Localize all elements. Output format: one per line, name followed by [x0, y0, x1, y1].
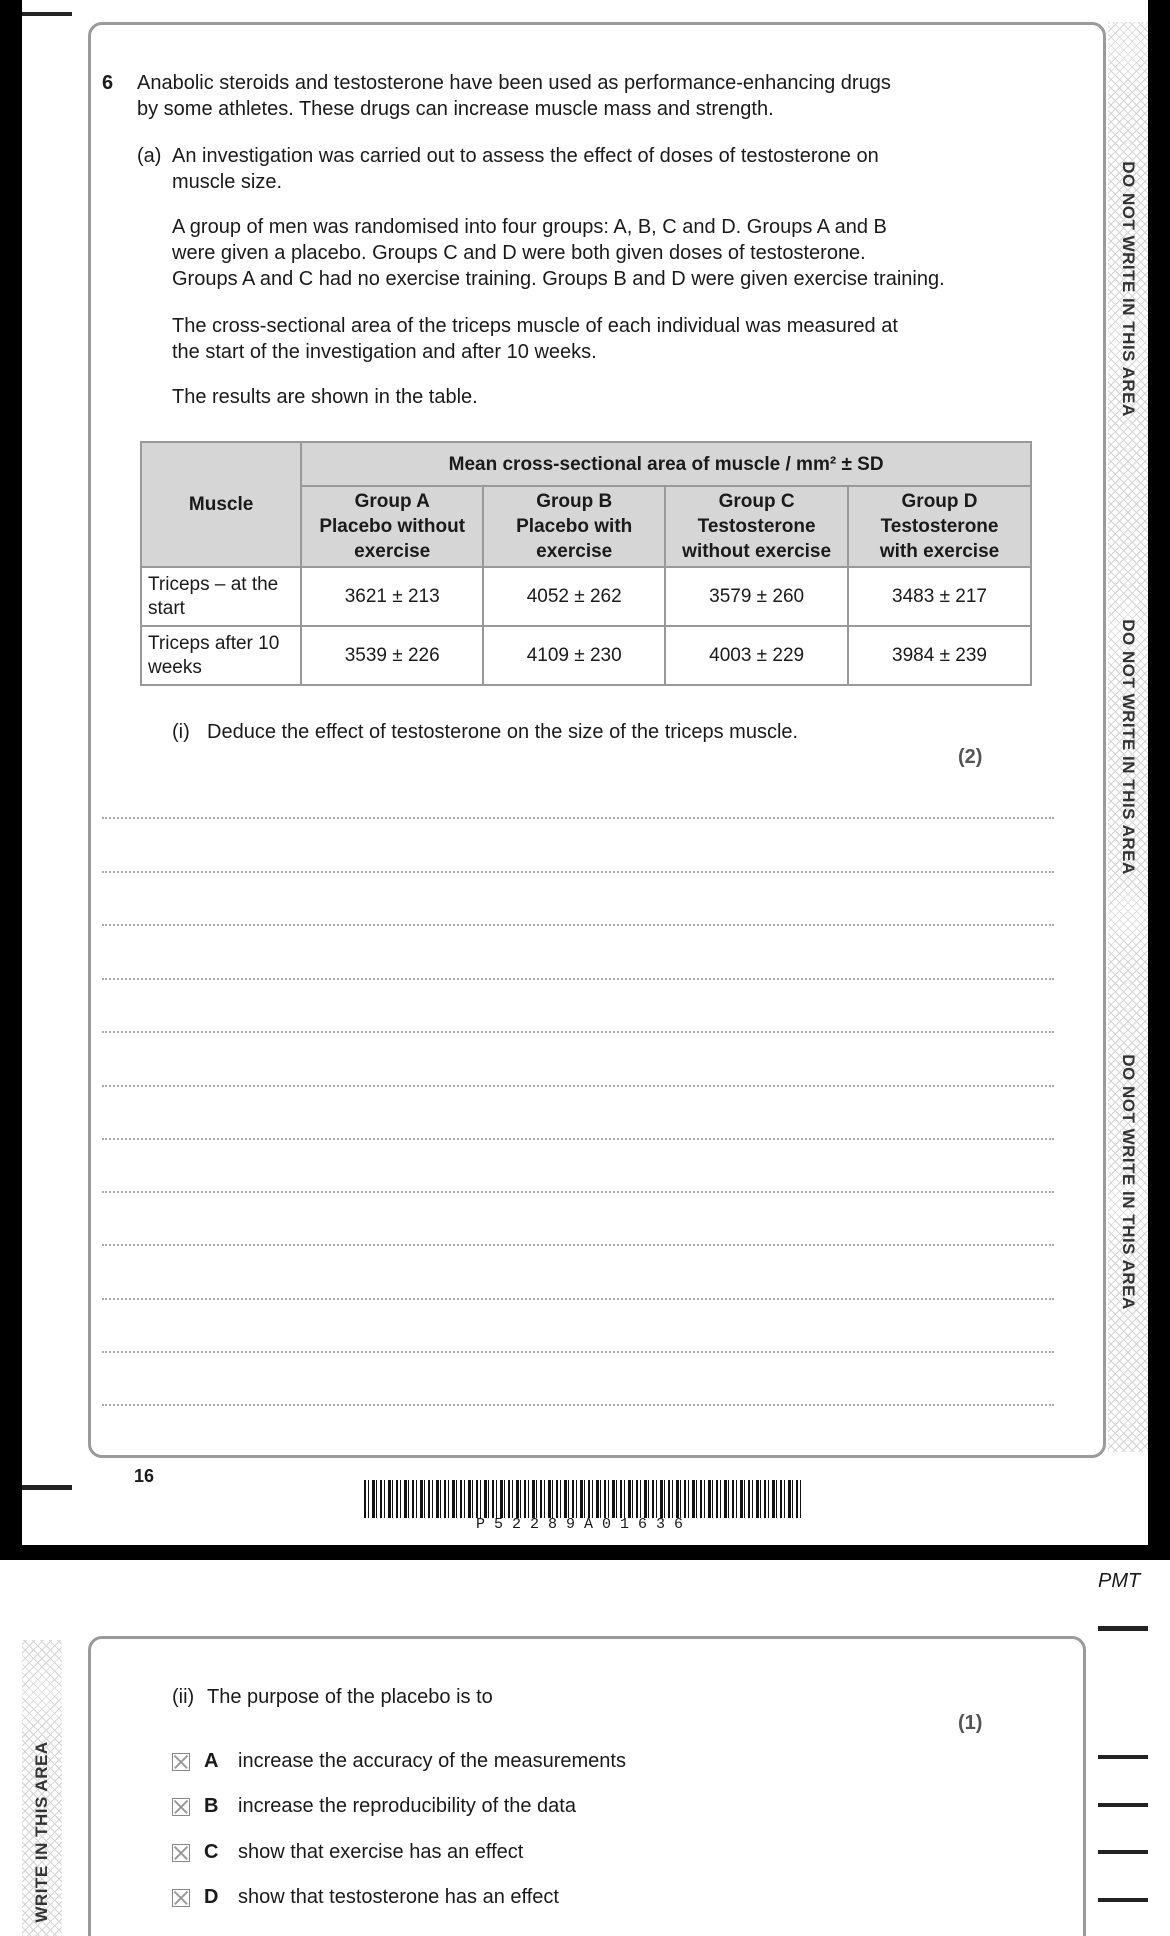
measurement-description: the start of the investigation and after 10 weeks. [172, 341, 597, 363]
answer-line[interactable] [102, 871, 1054, 873]
page-corner-mark [22, 12, 72, 16]
row-label: Triceps – at the start [141, 567, 301, 626]
checkbox-icon[interactable] [172, 1889, 190, 1907]
results-table [140, 441, 1032, 686]
part-i-label: (i) [172, 721, 190, 743]
corner-label: PMT [1098, 1570, 1141, 1592]
answer-line[interactable] [102, 1298, 1054, 1300]
muscle-header: Muscle [141, 442, 301, 567]
table-cell: 3539 ± 226 [301, 626, 483, 685]
barcode-image [364, 1480, 804, 1518]
group-a-header: Group A Placebo without exercise [301, 486, 483, 567]
answer-line[interactable] [102, 1138, 1054, 1140]
part-ii-question: The purpose of the placebo is to [207, 1686, 493, 1708]
table-cell: 3579 ± 260 [665, 567, 848, 626]
table-cell: 3621 ± 213 [301, 567, 483, 626]
page-corner-mark [22, 1485, 72, 1490]
option-b[interactable] [172, 1795, 576, 1818]
measurement-description: The cross-sectional area of the triceps muscle of each individual was measured at [172, 315, 898, 337]
option-text: increase the reproducibility of the data [238, 1795, 576, 1817]
part-ii-label: (ii) [172, 1686, 195, 1708]
part-a-text: muscle size. [172, 171, 283, 193]
groups-description: were given a placebo. Groups C and D were both given doses of testosterone. [172, 242, 866, 264]
option-d[interactable] [172, 1886, 559, 1909]
answer-line[interactable] [102, 1244, 1054, 1246]
option-text: increase the accuracy of the measurements [238, 1750, 626, 1772]
answer-line[interactable] [102, 1085, 1054, 1087]
answer-line[interactable] [102, 1191, 1054, 1193]
main-header: Mean cross-sectional area of muscle / mm² ± SD [301, 442, 1031, 486]
checkbox-icon[interactable] [172, 1753, 190, 1771]
answer-line[interactable] [102, 817, 1054, 819]
groups-description: Groups A and C had no exercise training. Groups B and D were given exercise training. [172, 268, 945, 290]
answer-line[interactable] [102, 1031, 1054, 1033]
option-letter: B [204, 1795, 219, 1817]
question-number: 6 [102, 72, 114, 94]
row-label: Triceps after 10 weeks [141, 626, 301, 685]
option-c[interactable] [172, 1841, 523, 1864]
intro-text: by some athletes. These drugs can increase muscle mass and strength. [137, 98, 774, 120]
answer-line[interactable] [102, 1404, 1054, 1406]
answer-line[interactable] [102, 1351, 1054, 1353]
margin-warning: DO NOT WRITE IN THIS AREA [1119, 1054, 1138, 1310]
exam-page-16 [22, 0, 1148, 1545]
exam-page-17 [0, 1560, 1170, 1936]
page-number: 16 [134, 1466, 155, 1486]
option-letter: D [204, 1886, 219, 1908]
alignment-mark [1098, 1803, 1148, 1807]
part-a-text: An investigation was carried out to assess the effect of doses of testosterone on [172, 145, 879, 167]
marks-indicator: (2) [958, 746, 983, 768]
page-corner-mark [1098, 1626, 1148, 1631]
checkbox-icon[interactable] [172, 1844, 190, 1862]
option-text: show that exercise has an effect [238, 1841, 524, 1863]
table-cell: 3483 ± 217 [848, 567, 1031, 626]
table-cell: 4052 ± 262 [483, 567, 665, 626]
group-d-header: Group D Testosterone with exercise [848, 486, 1031, 567]
answer-line[interactable] [102, 978, 1054, 980]
intro-text: Anabolic steroids and testosterone have been used as performance-enhancing drugs [137, 72, 891, 94]
marks-indicator: (1) [958, 1712, 983, 1734]
option-a[interactable] [172, 1750, 626, 1773]
option-letter: C [204, 1841, 219, 1863]
alignment-mark [1098, 1898, 1148, 1902]
results-intro: The results are shown in the table. [172, 386, 478, 408]
barcode-number: P52289A01636 [475, 1516, 693, 1533]
table-cell: 3984 ± 239 [848, 626, 1031, 685]
table-row [141, 567, 1031, 626]
alignment-mark [1098, 1755, 1148, 1759]
margin-warning: WRITE IN THIS AREA [32, 1741, 51, 1923]
answer-line[interactable] [102, 924, 1054, 926]
option-text: show that testosterone has an effect [238, 1886, 559, 1908]
right-margin-strip [1108, 22, 1148, 1452]
margin-warning: DO NOT WRITE IN THIS AREA [1119, 161, 1138, 417]
option-letter: A [204, 1750, 219, 1772]
table-row [141, 626, 1031, 685]
checkbox-icon[interactable] [172, 1798, 190, 1816]
table-cell: 4003 ± 229 [665, 626, 848, 685]
alignment-mark [1098, 1850, 1148, 1854]
group-c-header: Group C Testosterone without exercise [665, 486, 848, 567]
group-b-header: Group B Placebo with exercise [483, 486, 665, 567]
part-i-question: Deduce the effect of testosterone on the size of the triceps muscle. [207, 721, 799, 743]
margin-warning: DO NOT WRITE IN THIS AREA [1119, 619, 1138, 875]
table-cell: 4109 ± 230 [483, 626, 665, 685]
left-margin-strip [22, 1640, 62, 1936]
groups-description: A group of men was randomised into four groups: A, B, C and D. Groups A and B [172, 216, 887, 238]
part-a-label: (a) [137, 145, 162, 167]
